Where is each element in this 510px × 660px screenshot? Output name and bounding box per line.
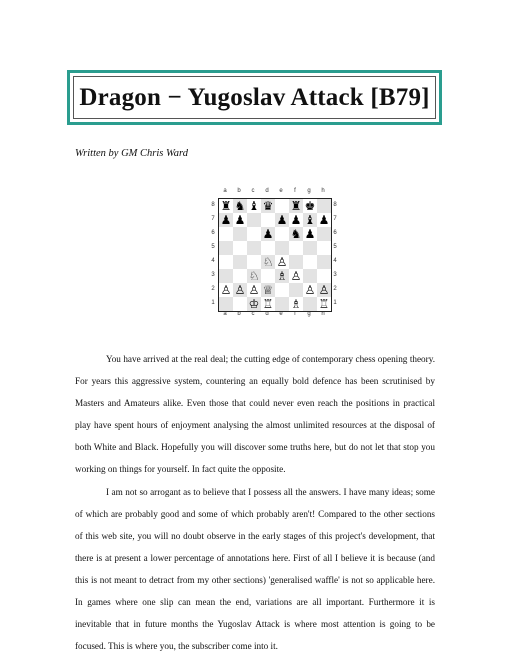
rank-label-1: 1 — [211, 300, 215, 306]
file-label-a: a — [223, 188, 227, 194]
rank-label-3: 3 — [211, 272, 215, 278]
file-label-b: b — [237, 311, 241, 317]
square-b5 — [233, 241, 247, 255]
rank-label-2: 2 — [333, 286, 337, 292]
square-c7 — [247, 213, 261, 227]
square-f2 — [289, 283, 303, 297]
square-d8: ♛ — [262, 199, 274, 213]
square-g2: ♙ — [304, 283, 316, 297]
file-label-c: c — [251, 188, 255, 194]
rank-label-2: 2 — [211, 286, 215, 292]
square-d3 — [261, 269, 275, 283]
file-label-g: g — [307, 311, 311, 317]
square-g1 — [303, 297, 317, 311]
square-e6 — [275, 227, 289, 241]
square-c8: ♝ — [248, 199, 260, 213]
paragraph: You have arrived at the real deal; the cutting edge of contemporary chess opening theory. For years this aggressive system, countering an equally bold defence has been scrutinised by Masters and Amateurs alike. Even those that could never even reach the positions in practical play have spent hours of enjoyment analysing the almost unlimited resources at the disposal of both White and Black. Hopefully you will discover some truths here, but do not let that stop you working on things for yourself. In fact quite the opposite. — [75, 354, 435, 475]
square-c2: ♙ — [248, 283, 260, 297]
file-label-a: a — [223, 311, 227, 317]
article-body — [75, 348, 435, 657]
file-label-f: f — [294, 188, 296, 194]
page-title: Dragon − Yugoslav Attack [B79] — [79, 83, 430, 111]
file-label-e: e — [279, 311, 283, 317]
chess-diagram — [207, 188, 337, 318]
square-d1: ♖ — [262, 297, 274, 311]
rank-label-6: 6 — [333, 230, 337, 236]
author-byline: Written by GM Chris Ward — [75, 148, 188, 159]
square-a4 — [219, 255, 233, 269]
square-f5 — [289, 241, 303, 255]
square-c1: ♔ — [248, 297, 260, 311]
rank-label-5: 5 — [211, 244, 215, 250]
square-b1 — [233, 297, 247, 311]
rank-label-8: 8 — [211, 202, 215, 208]
file-label-d: d — [265, 188, 269, 194]
square-b8: ♞ — [234, 199, 246, 213]
square-b4 — [233, 255, 247, 269]
square-a2: ♙ — [220, 283, 232, 297]
rank-label-7: 7 — [333, 216, 337, 222]
square-e3: ♗ — [276, 269, 288, 283]
square-h7: ♟ — [318, 213, 330, 227]
square-h4 — [317, 255, 331, 269]
title-frame — [67, 70, 442, 125]
rank-label-5: 5 — [333, 244, 337, 250]
file-labels-top — [218, 188, 330, 196]
square-d2: ♕ — [262, 283, 274, 297]
square-d5 — [261, 241, 275, 255]
square-g5 — [303, 241, 317, 255]
file-label-c: c — [251, 311, 255, 317]
square-a1 — [219, 297, 233, 311]
square-f7: ♟ — [290, 213, 302, 227]
square-e4: ♙ — [276, 255, 288, 269]
file-label-e: e — [279, 188, 283, 194]
rank-labels-left — [209, 198, 217, 310]
square-g3 — [303, 269, 317, 283]
file-label-f: f — [294, 311, 296, 317]
square-e2 — [275, 283, 289, 297]
square-d7 — [261, 213, 275, 227]
square-c5 — [247, 241, 261, 255]
square-d4: ♘ — [262, 255, 274, 269]
file-labels-bottom — [218, 311, 330, 319]
square-c4 — [247, 255, 261, 269]
square-c6 — [247, 227, 261, 241]
file-label-d: d — [265, 311, 269, 317]
rank-label-8: 8 — [333, 202, 337, 208]
paragraph: I am not so arrogant as to believe that I possess all the answers. I have many ideas; some of which are probably good and some of which probably aren't! Compared to the other sections of this web site, you will no doubt observe in the early stages of this project's development, that there is at present a lower percentage of annotations here. First of all I believe it is because (and this is not meant to detract from my other sections) 'generalised waffle' is not so applicable here. In games where one slip can mean the end, variations are all important. Furthermore it is inevitable that in future months the Yugoslav Attack is where most attention is going to be focused. This is where you, the subscriber come into it. — [75, 486, 435, 652]
rank-label-1: 1 — [333, 300, 337, 306]
square-a5 — [219, 241, 233, 255]
square-e1 — [275, 297, 289, 311]
file-label-h: h — [321, 311, 325, 317]
square-f3: ♙ — [290, 269, 302, 283]
square-f8: ♜ — [290, 199, 302, 213]
rank-labels-right — [331, 198, 339, 310]
square-c3: ♘ — [248, 269, 260, 283]
square-a8: ♜ — [220, 199, 232, 213]
square-h6 — [317, 227, 331, 241]
square-e5 — [275, 241, 289, 255]
square-a7: ♟ — [220, 213, 232, 227]
chess-board — [218, 198, 332, 312]
square-e8 — [275, 199, 289, 213]
rank-label-7: 7 — [211, 216, 215, 222]
square-a3 — [219, 269, 233, 283]
square-g6: ♟ — [304, 227, 316, 241]
file-label-g: g — [307, 188, 311, 194]
square-h8 — [317, 199, 331, 213]
square-f4 — [289, 255, 303, 269]
file-label-h: h — [321, 188, 325, 194]
square-g8: ♚ — [304, 199, 316, 213]
square-f1: ♗ — [290, 297, 302, 311]
rank-label-3: 3 — [333, 272, 337, 278]
square-g7: ♝ — [304, 213, 316, 227]
file-label-b: b — [237, 188, 241, 194]
square-e7: ♟ — [276, 213, 288, 227]
square-h5 — [317, 241, 331, 255]
rank-label-4: 4 — [211, 258, 215, 264]
square-g4 — [303, 255, 317, 269]
square-h1: ♖ — [318, 297, 330, 311]
square-d6: ♟ — [262, 227, 274, 241]
square-h3 — [317, 269, 331, 283]
square-h2: ♙ — [318, 283, 330, 297]
square-b7: ♟ — [234, 213, 246, 227]
square-f6: ♞ — [290, 227, 302, 241]
rank-label-6: 6 — [211, 230, 215, 236]
square-b6 — [233, 227, 247, 241]
square-b3 — [233, 269, 247, 283]
square-b2: ♙ — [234, 283, 246, 297]
square-a6 — [219, 227, 233, 241]
rank-label-4: 4 — [333, 258, 337, 264]
